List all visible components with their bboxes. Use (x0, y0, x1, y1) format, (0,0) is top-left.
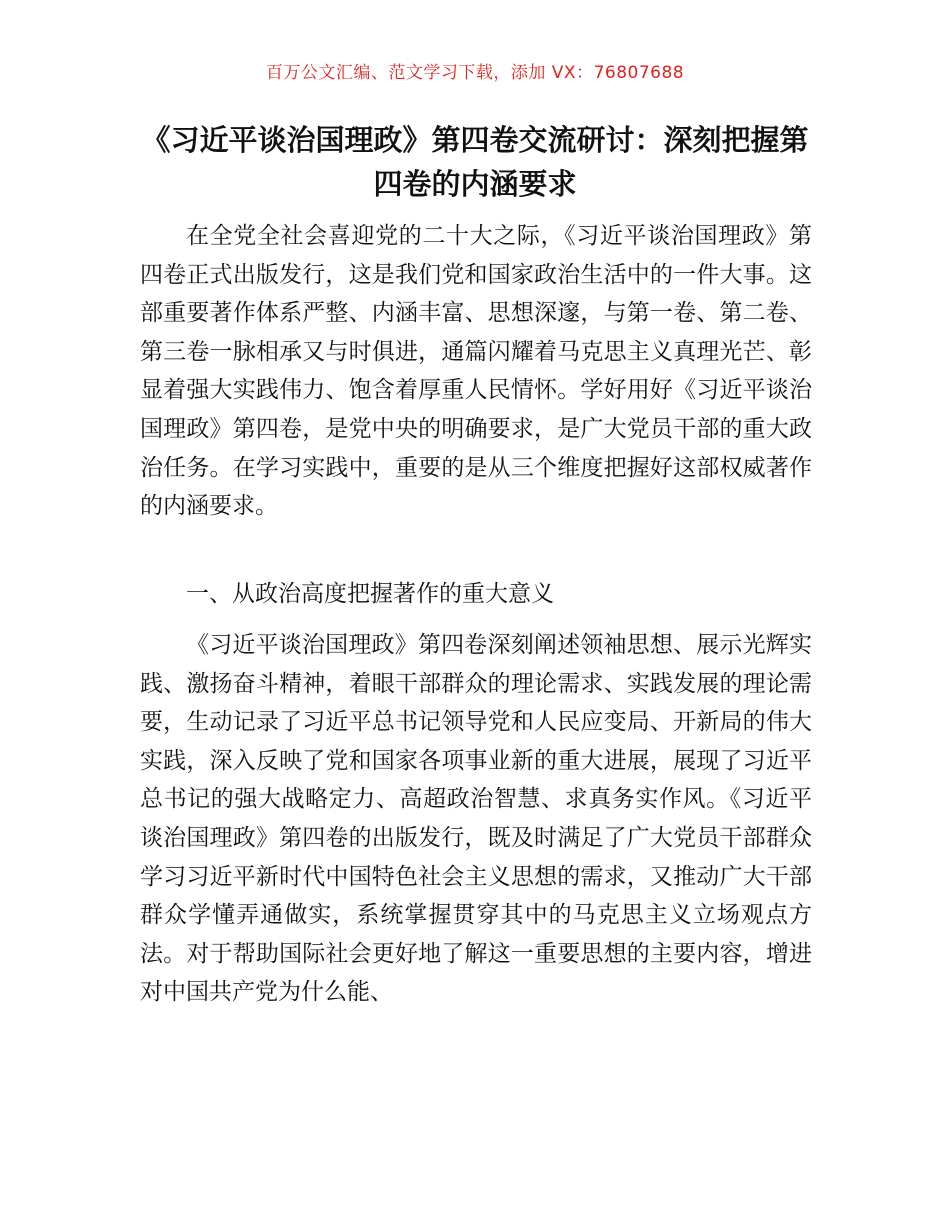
document-title: 《习近平谈治国理政》第四卷交流研讨：深刻把握第四卷的内涵要求 (141, 123, 809, 201)
section-paragraph (140, 626, 812, 1012)
paragraph-text: 《习近平谈治国理政》第四卷深刻阐述领袖思想、展示光辉实践、激扬奋斗精神，着眼干部群众的理论需求、实践发展的理论需要，生动记录了习近平总书记领导党和人民应变局、开新局的伟大实践，深入反映了党和国家各项事业新的重大进展，展现了习近平总书记的强大战略定力、高超政治智慧、求真务实作风。《习近平谈治国理政》第四卷的出版发行，既及时满足了广大党员干部群众学习习近平新时代中国特色社会主义思想的需求，又推动广大干部群众学懂弄通做实，系统掌握贯穿其中的马克思主义立场观点方法。对于帮助国际社会更好地了解这一重要思想的主要内容，增进对中国共产党为什么能、 (140, 632, 812, 1006)
watermark-header-note: 百万公文汇编、范文学习下载，添加 VX：76807688 (265, 63, 685, 83)
intro-paragraph (140, 217, 812, 526)
section-heading: 一、从政治高度把握著作的重大意义 (186, 581, 554, 607)
paragraph-text: 在全党全社会喜迎党的二十大之际，《习近平谈治国理政》第四卷正式出版发行，这是我们党和国家政治生活中的一件大事。这部重要著作体系严整、内涵丰富、思想深邃，与第一卷、第二卷、第三卷一脉相承又与时俱进，通篇闪耀着马克思主义真理光芒、彰显着强大实践伟力、饱含着厚重人民情怀。学好用好《习近平谈治国理政》第四卷，是党中央的明确要求，是广大党员干部的重大政治任务。在学习实践中，重要的是从三个维度把握好这部权威著作的内涵要求。 (140, 223, 812, 520)
